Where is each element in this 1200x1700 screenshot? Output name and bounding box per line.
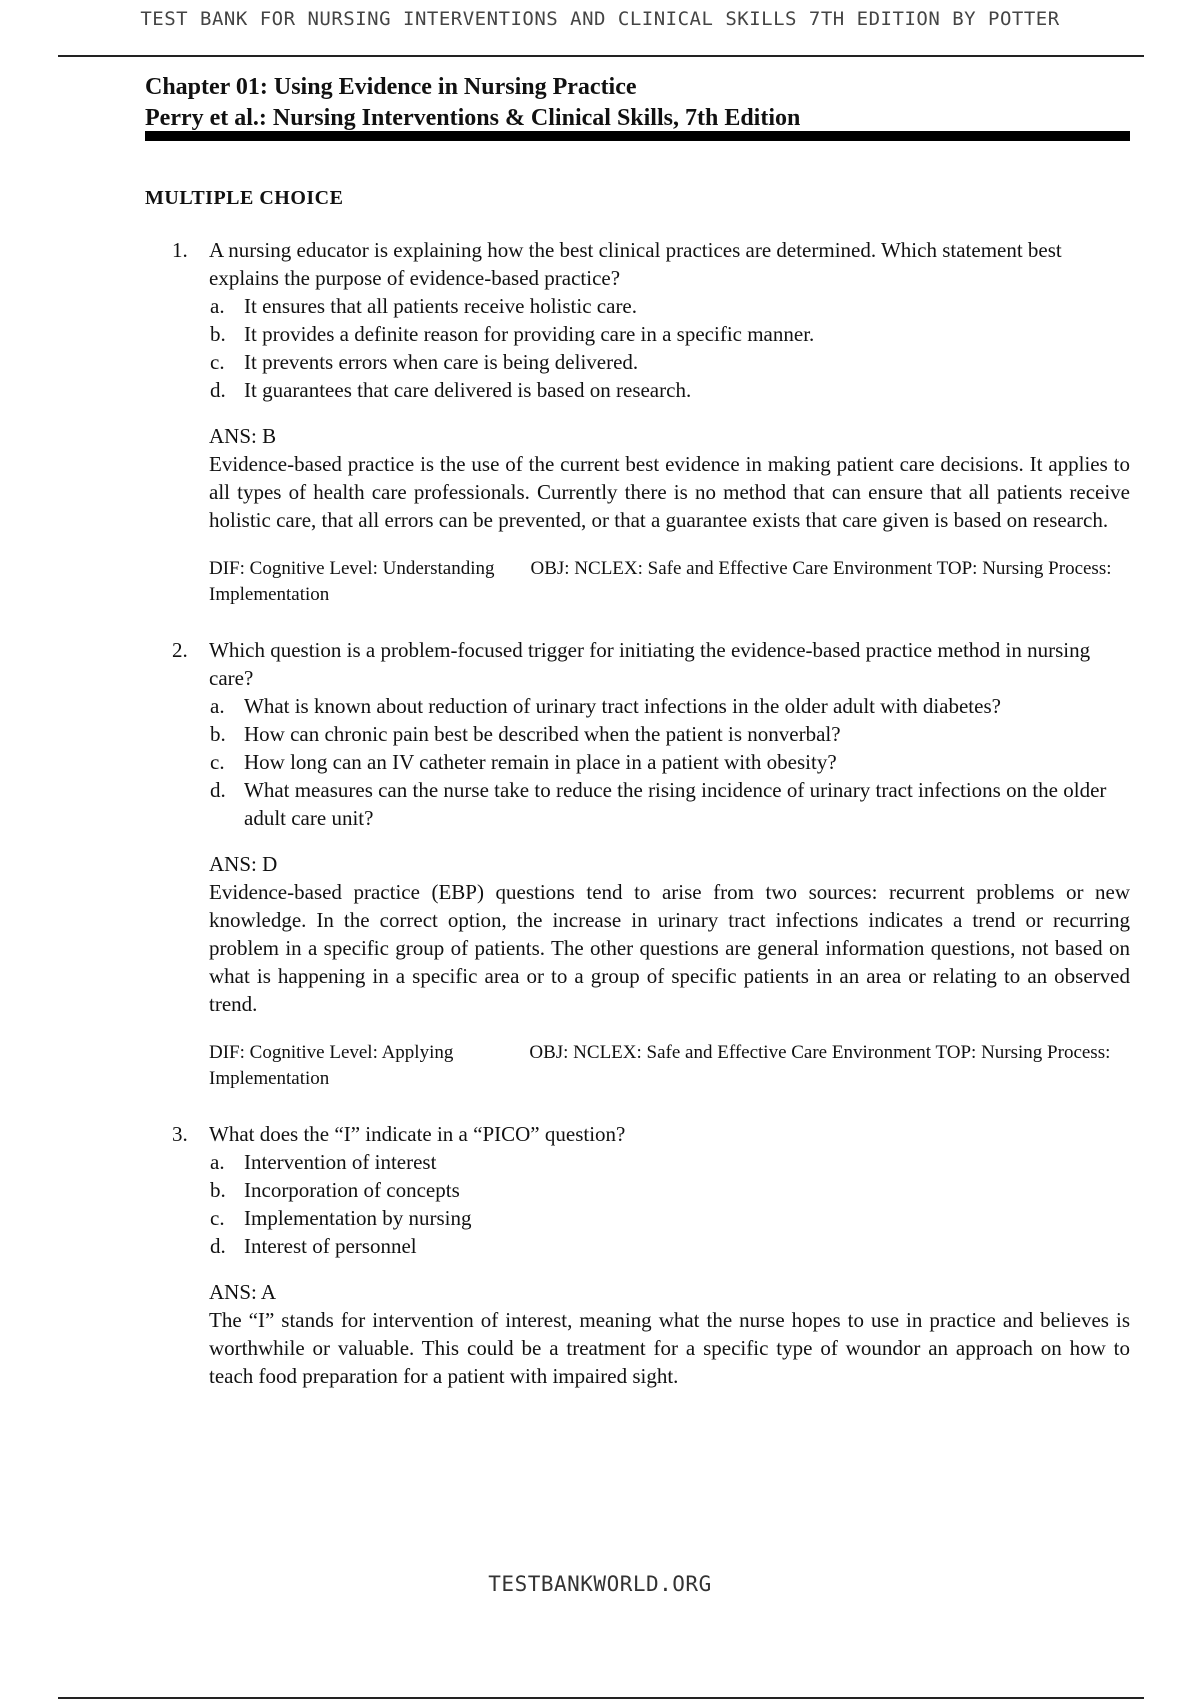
option-text: What measures can the nurse take to reduce the rising incidence of urinary tract infections on the older adult care unit? (244, 778, 1107, 830)
option-text: It guarantees that care delivered is based on research. (244, 378, 692, 402)
option-text: What is known about reduction of urinary tract infections in the older adult with diabetes? (244, 694, 1001, 718)
question-list (172, 236, 1130, 1418)
option-letter: b. (210, 722, 226, 746)
page-header: TEST BANK FOR NURSING INTERVENTIONS AND CLINICAL SKILLS 7TH EDITION BY POTTER (140, 8, 1060, 30)
option-letter: b. (210, 1178, 226, 1202)
option-text: Intervention of interest (244, 1150, 437, 1174)
option-b (172, 320, 1130, 348)
option-c (172, 348, 1130, 376)
question-stem: A nursing educator is explaining how the best clinical practices are determined. Which statement best explains the purpose of evidence-based practice? (209, 238, 1062, 290)
option-letter: d. (210, 378, 226, 402)
option-a (172, 692, 1130, 720)
option-text: How long can an IV catheter remain in place in a patient with obesity? (244, 750, 837, 774)
question-number: 1. (172, 238, 188, 262)
header-divider (58, 55, 1144, 57)
option-letter: b. (210, 322, 226, 346)
answer-key: ANS: D (209, 852, 278, 876)
option-c (172, 1204, 1130, 1232)
option-letter: d. (210, 1234, 226, 1258)
option-b (172, 1176, 1130, 1204)
section-heading: MULTIPLE CHOICE (145, 187, 344, 209)
option-text: It provides a definite reason for providing care in a specific manner. (244, 322, 815, 346)
difficulty-level: DIF: Cognitive Level: Applying (209, 1042, 454, 1063)
rationale: Evidence-based practice is the use of the current best evidence in making patient care decisions. It applies to all types of health care professionals. Currently there is no method that can ensure that all patients receive holistic care, that all errors can be prevented, or that a guarantee exists that care given is based on research. (209, 452, 1130, 532)
answer-block (209, 1278, 1130, 1390)
book-title: Perry et al.: Nursing Interventions & Clinical Skills, 7th Edition (145, 105, 801, 131)
objective: OBJ: NCLEX: Safe and Effective Care Environment (530, 558, 933, 579)
question-metadata (209, 556, 1130, 608)
option-letter: a. (210, 694, 225, 718)
rationale: Evidence-based practice (EBP) questions tend to arise from two sources: recurrent problems or new knowledge. In the correct option, the increase in urinary tract infections indicates a trend or recurring problem in a specific group of patients. The other questions are general information questions, not based on what is happening in a specific area or to a group of specific patients in an area or relating to an observed trend. (209, 880, 1130, 1016)
option-letter: c. (210, 750, 225, 774)
answer-key: ANS: A (209, 1280, 277, 1304)
question-number: 2. (172, 638, 188, 662)
topic: TOP: Nursing Process: Implementation (209, 558, 1112, 605)
option-d (172, 376, 1130, 404)
option-b (172, 720, 1130, 748)
answer-options (172, 1148, 1130, 1260)
option-text: It ensures that all patients receive holistic care. (244, 294, 638, 318)
option-letter: a. (210, 294, 225, 318)
answer-block (209, 850, 1130, 1092)
question-metadata (209, 1040, 1130, 1092)
answer-key: ANS: B (209, 424, 277, 448)
answer-block (209, 422, 1130, 608)
option-text: How can chronic pain best be described when the patient is nonverbal? (244, 722, 841, 746)
option-d (172, 776, 1130, 832)
chapter-title: Chapter 01: Using Evidence in Nursing Practice (145, 74, 637, 100)
objective: OBJ: NCLEX: Safe and Effective Care Environment (529, 1042, 932, 1063)
difficulty-level: DIF: Cognitive Level: Understanding (209, 558, 495, 579)
question-stem: What does the “I” indicate in a “PICO” question? (209, 1122, 626, 1146)
option-letter: d. (210, 778, 226, 802)
topic: TOP: Nursing Process: Implementation (209, 1042, 1111, 1089)
option-text: It prevents errors when care is being delivered. (244, 350, 639, 374)
answer-options (172, 292, 1130, 404)
option-a (172, 292, 1130, 320)
option-text: Interest of personnel (244, 1234, 417, 1258)
title-underline-bar (145, 131, 1130, 141)
option-a (172, 1148, 1130, 1176)
footer-divider (58, 1697, 1144, 1699)
option-c (172, 748, 1130, 776)
answer-options (172, 692, 1130, 832)
watermark: TESTBANKWORLD.ORG (488, 1572, 712, 1596)
question-stem: Which question is a problem-focused trigger for initiating the evidence-based practice method in nursing care? (209, 638, 1091, 690)
title-block (145, 72, 1130, 134)
question-1 (172, 236, 1130, 608)
option-d (172, 1232, 1130, 1260)
option-letter: c. (210, 1206, 225, 1230)
question-2 (172, 636, 1130, 1092)
question-number: 3. (172, 1122, 188, 1146)
option-text: Incorporation of concepts (244, 1178, 460, 1202)
rationale: The “I” stands for intervention of interest, meaning what the nurse hopes to use in practice and believes is worthwhile or valuable. This could be a treatment for a specific type of woundor an approach on how to teach food preparation for a patient with impaired sight. (209, 1308, 1130, 1388)
option-letter: c. (210, 350, 225, 374)
option-text: Implementation by nursing (244, 1206, 472, 1230)
option-letter: a. (210, 1150, 225, 1174)
question-3 (172, 1120, 1130, 1390)
